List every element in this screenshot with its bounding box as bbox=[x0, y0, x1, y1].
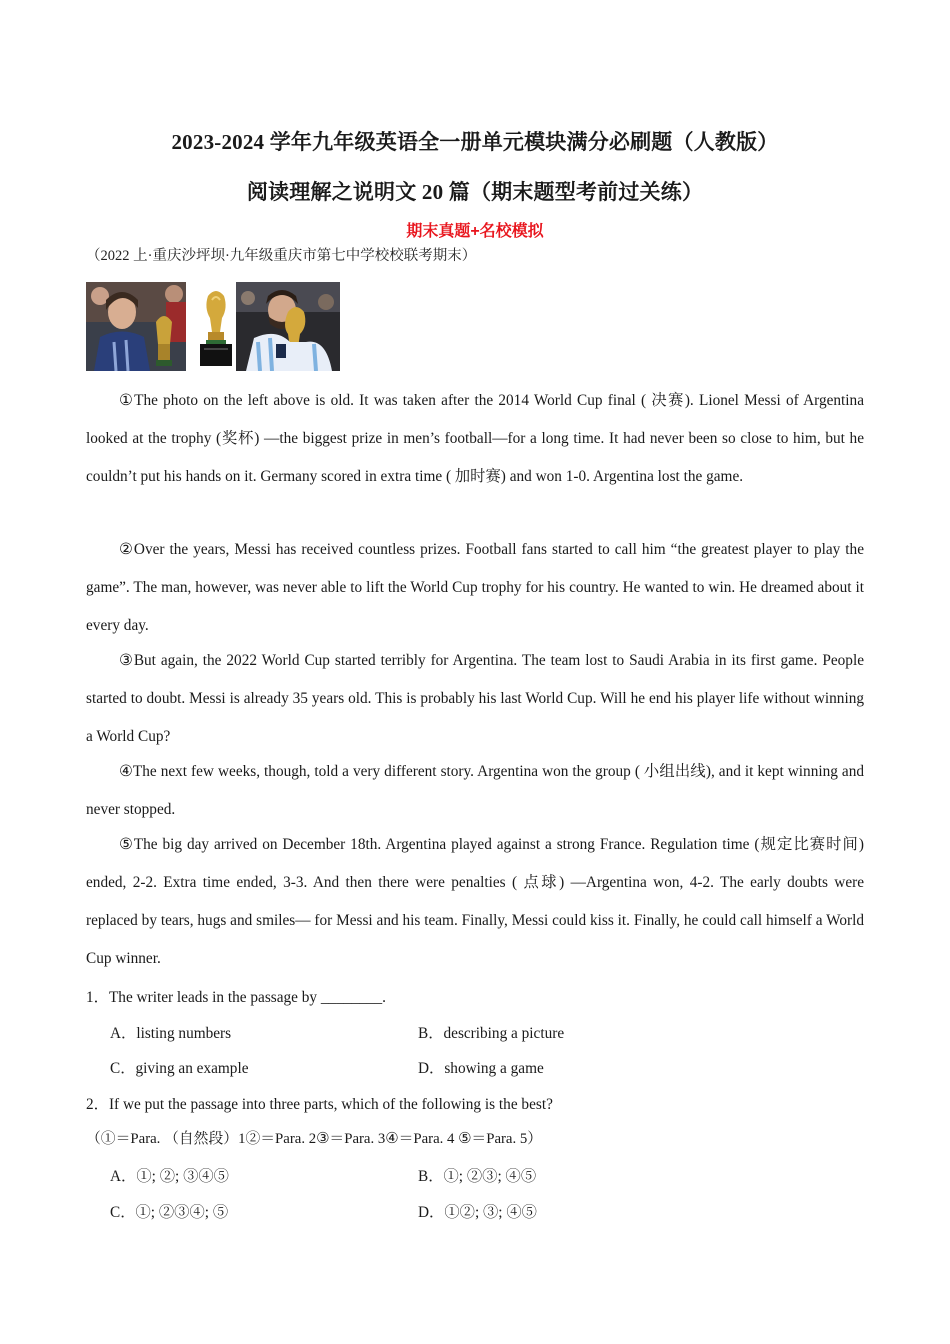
question-2-option-b[interactable]: B．①; ②③; ④⑤ bbox=[418, 1168, 537, 1185]
question-2-option-a[interactable]: A．①; ②; ③④⑤ bbox=[110, 1168, 229, 1185]
passage-paragraph-4: ④The next few weeks, though, told a very different story. Argentina won the group ( 小组出线), and it kept winning and never stopped. bbox=[86, 763, 864, 818]
question-2-note: （①＝Para. （自然段）1②＝Para. 2③＝Para. 3④＝Para. 4 ⑤＝Para. 5） bbox=[86, 1131, 543, 1147]
document-title: 2023-2024 学年九年级英语全一册单元模块满分必刷题（人教版） bbox=[171, 130, 779, 154]
passage-paragraph-5: ⑤The big day arrived on December 18th. Argentina played against a strong France. Regulation time (规定比赛时间) ended, 2-2. Extra time ended, 3-3. And then there were penalties ( 点球) —Argentina won, 4-2. The early doubts were replaced by tears, hugs and smiles— for Messi and his team. Finally, Messi could kiss it. Finally, he could call himself a World Cup winner. bbox=[86, 836, 864, 967]
question-1-option-a[interactable]: A．listing numbers bbox=[110, 1025, 232, 1042]
passage-paragraph-3: ③But again, the 2022 World Cup started terribly for Argentina. The team lost to Saudi Arabia in its first game. People started to doubt. Messi is already 35 years old. This is probably his last World Cup. Will he end his player life without winning a World Cup? bbox=[86, 652, 864, 745]
question-2-option-c[interactable]: C．①; ②③④; ⑤ bbox=[110, 1204, 229, 1221]
question-2-option-d[interactable]: D．①②; ③; ④⑤ bbox=[418, 1204, 537, 1221]
world-cup-trophy-photo bbox=[190, 282, 242, 371]
question-1-option-c[interactable]: C．giving an example bbox=[110, 1060, 249, 1077]
question-1-stem: 1．The writer leads in the passage by ________. bbox=[86, 989, 386, 1006]
question-1-option-b[interactable]: B．describing a picture bbox=[418, 1025, 565, 1042]
messi-looking-at-trophy-photo bbox=[86, 282, 186, 371]
passage-images bbox=[86, 282, 340, 372]
question-source: （2022 上·重庆沙坪坝·九年级重庆市第七中学校校联考期末） bbox=[86, 248, 477, 264]
passage-paragraph-2: ②Over the years, Messi has received countless prizes. Football fans started to call him “the greatest player to play the game”. The man, however, was never able to lift the World Cup trophy for his country. He wanted to win. He dreamed about it every day. bbox=[86, 541, 864, 634]
section-label: 期末真题+名校模拟 bbox=[406, 223, 544, 240]
messi-kissing-trophy-photo bbox=[236, 282, 340, 371]
document-subtitle-title: 阅读理解之说明文 20 篇（期末题型考前过关练） bbox=[246, 180, 704, 204]
question-2-stem: 2．If we put the passage into three parts, which of the following is the best? bbox=[86, 1096, 553, 1113]
passage-paragraph-1: ①The photo on the left above is old. It was taken after the 2014 World Cup final ( 决赛). Lionel Messi of Argentina looked at the trophy (奖杯) —the biggest prize in men’s football—for a long time. It had never been so close to him, but he couldn’t put his hands on it. Germany scored in extra time ( 加时赛) and won 1-0. Argentina lost the game. bbox=[86, 392, 864, 485]
question-1-option-d[interactable]: D．showing a game bbox=[418, 1060, 544, 1077]
